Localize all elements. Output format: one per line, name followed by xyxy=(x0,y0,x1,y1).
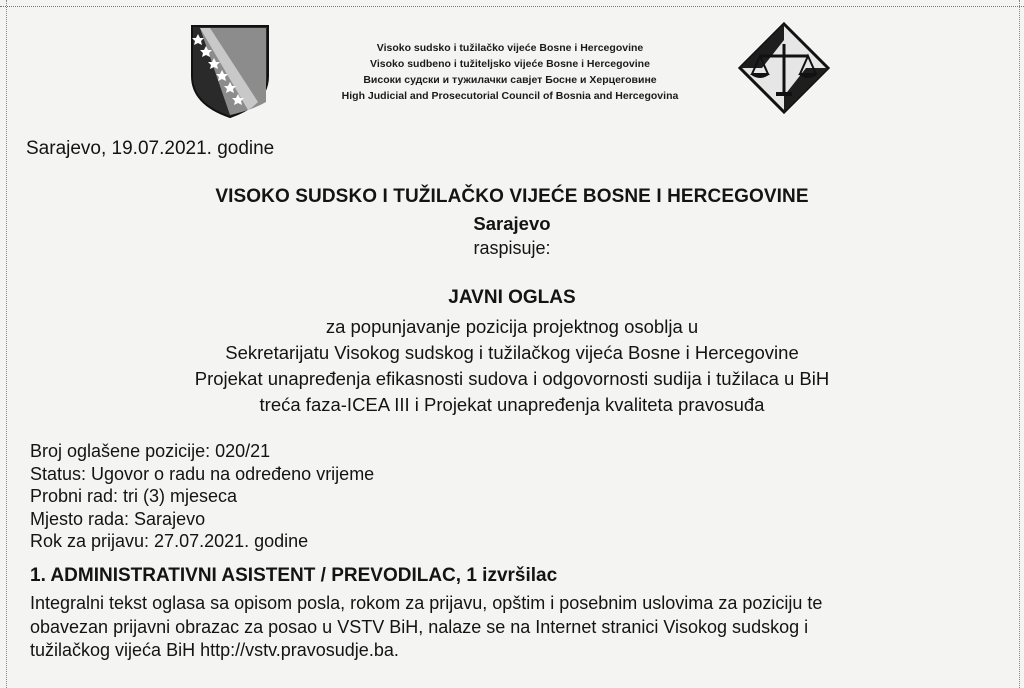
notice-description xyxy=(0,314,1024,418)
public-notice-heading: JAVNI OGLAS xyxy=(448,287,576,308)
announces-verb: raspisuje: xyxy=(473,238,551,258)
issuer-title: VISOKO SUDSKO I TUŽILAČKO VIJEĆE BOSNE I HERCEGOVINE xyxy=(215,186,809,207)
position-body-text xyxy=(30,592,990,663)
institution-name-header xyxy=(300,40,720,104)
description-line: za popunjavanje pozicija projektnog osoblja u xyxy=(325,316,699,337)
scales-of-justice-icon xyxy=(736,20,832,116)
top-dotted-border xyxy=(0,6,1024,7)
description-line: Sekretarijatu Visokog sudskog i tužilačkog vijeća Bosne i Hercegovine xyxy=(225,342,799,363)
institution-name-croatian: Visoko sudbeno i tužiteljsko vijeće Bosne i Hercegovine xyxy=(370,58,650,70)
institution-name-bosnian: Visoko sudsko i tužilačko vijeće Bosne i Hercegovine xyxy=(376,42,644,54)
date-line: Sarajevo, 19.07.2021. godine xyxy=(26,138,275,159)
body-line: tužilačkog vijeća BiH http://vstv.pravosudje.ba. xyxy=(30,640,399,660)
issuer-city: Sarajevo xyxy=(473,213,551,234)
coat-of-arms-icon xyxy=(186,22,274,120)
detail-position-number: Broj oglašene pozicije: 020/21 xyxy=(30,441,271,461)
description-line: Projekat unapređenja efikasnosti sudova i odgovornosti sudija i tužilaca u BiH xyxy=(194,368,830,389)
body-line: obavezan prijavni obrazac za posao u VSTV BiH, nalaze se na Internet stranici Visokog sudskog i xyxy=(30,616,809,637)
detail-deadline: Rok za prijavu: 27.07.2021. godine xyxy=(30,531,309,551)
detail-location: Mjesto rada: Sarajevo xyxy=(30,508,206,529)
detail-probation: Probni rad: tri (3) mjeseca xyxy=(30,486,238,506)
institution-name-serbian: Високи судски и тужилачки савјет Босне и Херцеговине xyxy=(363,74,657,86)
position-details xyxy=(30,440,374,553)
position-title: 1. ADMINISTRATIVNI ASISTENT / PREVODILAC, 1 izvršilac xyxy=(30,565,558,586)
description-line: treća faza-ICEA III i Projekat unapređenja kvaliteta pravosuđa xyxy=(259,394,765,415)
body-line: Integralni tekst oglasa sa opisom posla, rokom za prijavu, opštim i posebnim uslovima za poziciju te xyxy=(30,593,823,613)
detail-status: Status: Ugovor o radu na određeno vrijeme xyxy=(30,463,375,484)
institution-name-english: High Judicial and Prosecutorial Council of Bosnia and Hercegovina xyxy=(341,90,679,102)
